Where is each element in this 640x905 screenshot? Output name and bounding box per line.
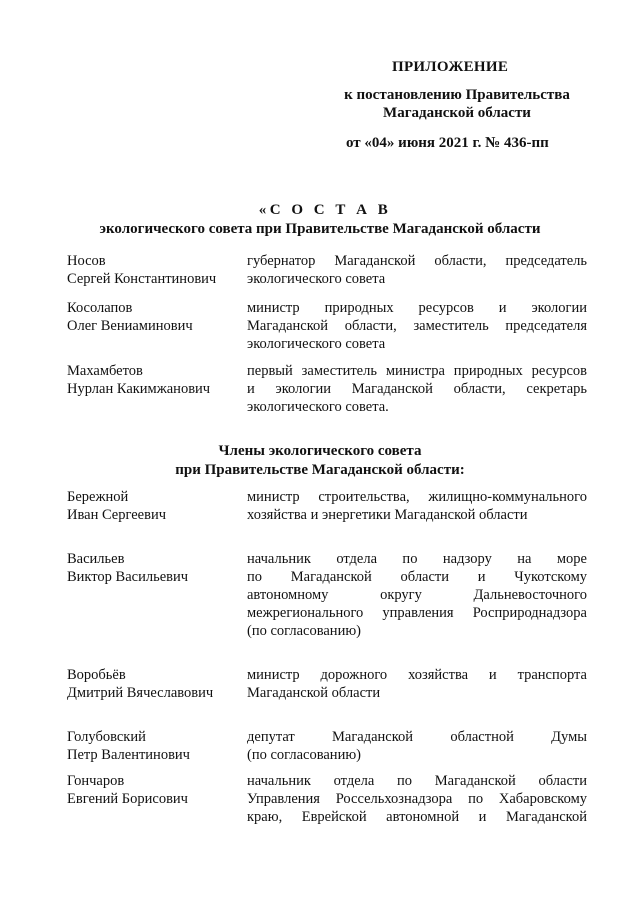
role-line: Магаданской области, заместитель председателя [247, 318, 587, 334]
person-name [67, 299, 242, 335]
role-line: министр строительства, жилищно-коммунального [247, 489, 587, 505]
person-role [247, 252, 587, 288]
composition-title: «С О С Т А В [258, 202, 392, 218]
composition-subtitle: экологического совета при Правительстве Магаданской области [99, 221, 541, 237]
members-heading [0, 442, 640, 480]
appendix-ref-line1: к постановлению Правительства [344, 87, 570, 103]
member-given-name: Виктор Васильевич [67, 569, 189, 585]
person-role [247, 362, 587, 416]
member-surname: Воробьёв [67, 667, 126, 683]
role-line: первый заместитель министра природных ресурсов [247, 363, 587, 379]
role-line: губернатор Магаданской области, председатель [247, 253, 587, 269]
composition-heading [0, 201, 640, 239]
member-given-name: Иван Сергеевич [67, 507, 167, 523]
member-name [67, 728, 242, 764]
member-given-name: Дмитрий Вячеславович [67, 685, 214, 701]
role-line: экологического совета [247, 271, 386, 287]
role-line: начальник отдела по надзору на море [247, 551, 587, 567]
role-line: начальник отдела по Магаданской области [247, 773, 587, 789]
person-given-name: Нурлан Какимжанович [67, 381, 211, 397]
member-name [67, 772, 242, 808]
appendix-title-text: ПРИЛОЖЕНИЕ [392, 59, 509, 75]
member-surname: Гончаров [67, 773, 125, 789]
appendix-ref-line2: Магаданской области [383, 105, 531, 121]
member-name [67, 488, 242, 524]
role-line: министр природных ресурсов и экологии [247, 300, 587, 316]
role-line: хозяйства и энергетики Магаданской области [247, 507, 528, 523]
role-line: Управления Россельхознадзора по Хабаровскому [247, 791, 587, 807]
role-line: министр дорожного хозяйства и транспорта [247, 667, 587, 683]
member-role [247, 666, 587, 702]
role-line: экологического совета [247, 336, 386, 352]
member-given-name: Петр Валентинович [67, 747, 190, 763]
member-surname: Бережной [67, 489, 129, 505]
member-name [67, 550, 242, 586]
person-surname: Косолапов [67, 300, 133, 316]
person-surname: Носов [67, 253, 106, 269]
member-name [67, 666, 242, 702]
role-line: экологического совета. [247, 399, 389, 415]
person-name [67, 362, 242, 398]
members-heading-line2: при Правительстве Магаданской области: [175, 462, 465, 478]
person-name [67, 252, 242, 288]
role-line: межрегионального управления Росприроднадзора [247, 605, 587, 621]
member-role [247, 550, 587, 640]
member-role [247, 772, 587, 826]
role-line: (по согласованию) [247, 623, 361, 639]
members-heading-line1: Члены экологического совета [218, 443, 422, 459]
person-role [247, 299, 587, 353]
role-line: (по согласованию) [247, 747, 361, 763]
role-line: депутат Магаданской областной Думы [247, 729, 587, 745]
person-surname: Махамбетов [67, 363, 143, 379]
role-line: Магаданской области [247, 685, 381, 701]
role-line: и экологии Магаданской области, секретарь [247, 381, 587, 397]
person-given-name: Сергей Константинович [67, 271, 217, 287]
member-given-name: Евгений Борисович [67, 791, 188, 807]
member-surname: Голубовский [67, 729, 146, 745]
appendix-date-text: от «04» июня 2021 г. № 436-пп [346, 135, 549, 151]
role-line: автономному округу Дальневосточного [247, 587, 587, 603]
member-role [247, 488, 587, 524]
role-line: краю, Еврейской автономной и Магаданской [247, 809, 587, 825]
member-role [247, 728, 587, 764]
person-given-name: Олег Вениаминович [67, 318, 193, 334]
role-line: по Магаданской области и Чукотскому [247, 569, 587, 585]
member-surname: Васильев [67, 551, 125, 567]
